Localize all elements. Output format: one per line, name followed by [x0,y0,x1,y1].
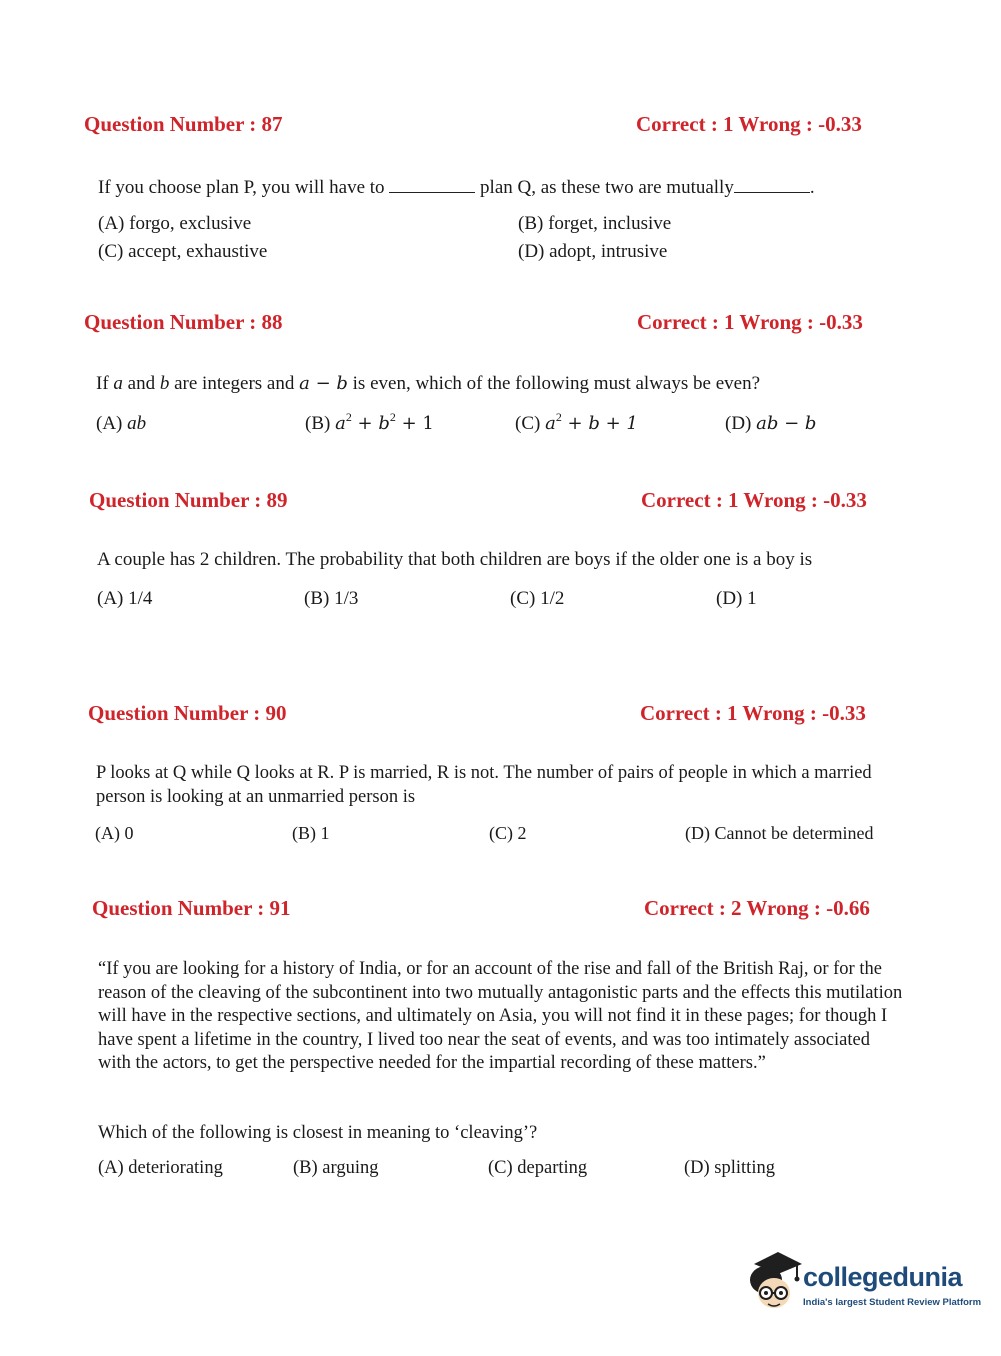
marking-scheme: Correct : 1 Wrong : -0.33 [637,310,863,334]
question-89-header [89,488,899,514]
option-a: (A) forgo, exclusive [98,213,252,234]
option-c: (C) departing [488,1158,588,1178]
question-88-stem: If a and b are integers and a − b is even, which of the following must always be even? [96,373,760,394]
mascot-icon [744,1250,804,1320]
option-a: (A) 0 [95,823,134,843]
option-c: (C) 1/2 [510,588,565,609]
option-a: (A) deteriorating [98,1158,223,1178]
question-90-stem: P looks at Q while Q looks at R. P is married, R is not. The number of pairs of people in which a married person is looking at an unmarried person is [96,763,872,807]
marking-scheme: Correct : 1 Wrong : -0.33 [641,488,867,512]
option-b: (B) forget, inclusive [518,213,672,234]
question-number-label: Question Number : 90 [88,701,287,725]
fill-blank [389,174,475,193]
option-b: (B) 1/3 [304,588,359,609]
question-91-stem: Which of the following is closest in meaning to ‘cleaving’? [98,1123,538,1143]
option-c: (C) 2 [489,823,527,843]
question-number-label: Question Number : 89 [89,488,288,512]
fill-blank [734,174,810,193]
option-a: (A) 1/4 [97,588,153,609]
question-number-label: Question Number : 91 [92,896,291,920]
question-89-stem: A couple has 2 children. The probability that both children are boys if the older one is a boy is [97,549,813,570]
question-87-header [84,112,894,138]
question-number-label: Question Number : 88 [84,310,283,334]
marking-scheme: Correct : 1 Wrong : -0.33 [636,112,862,136]
question-91-header [92,896,902,922]
question-number-label: Question Number : 87 [84,112,283,136]
option-d: (D) splitting [684,1158,775,1178]
logo-tagline: India's largest Student Review Platform [803,1297,982,1308]
logo-name: collegedunia [803,1262,963,1292]
question-88-header [84,310,894,336]
option-c: (C) accept, exhaustive [98,241,268,262]
question-91-passage: “If you are looking for a history of India, or for an account of the rise and fall of the British Raj, or for the reason of the cleaving of the subcontinent into two mutually antagonistic parts and the effects this mutilation will have in the respective sections, and ultimately on Asia, you will not find it in these pages; for though I have spent a lifetime in the country, I lived too near the seat of events, and was too intimately associated with the actors, to get the perspective needed for the impartial recording of these matters.” [98,959,903,1073]
question-87-stem: If you choose plan P, you will have to plan Q, as these two are mutually . [98,174,815,199]
option-d: (D) Cannot be determined [685,823,874,843]
collegedunia-logo [744,1250,982,1320]
option-d: (D) adopt, intrusive [518,241,668,262]
option-d: (D) ab − b [725,413,817,434]
option-b: (B) arguing [293,1158,379,1178]
option-b: (B) 1 [292,823,330,843]
question-90-header [88,701,898,727]
option-a: (A) ab [96,413,147,434]
option-c: (C) $a^2 + b + 1$ [515,410,638,434]
marking-scheme: Correct : 1 Wrong : -0.33 [640,701,866,725]
marking-scheme: Correct : 2 Wrong : -0.66 [644,896,870,920]
option-b: (B) $a^2 + b^2 + 1$ [305,410,434,434]
option-d: (D) 1 [716,588,757,609]
